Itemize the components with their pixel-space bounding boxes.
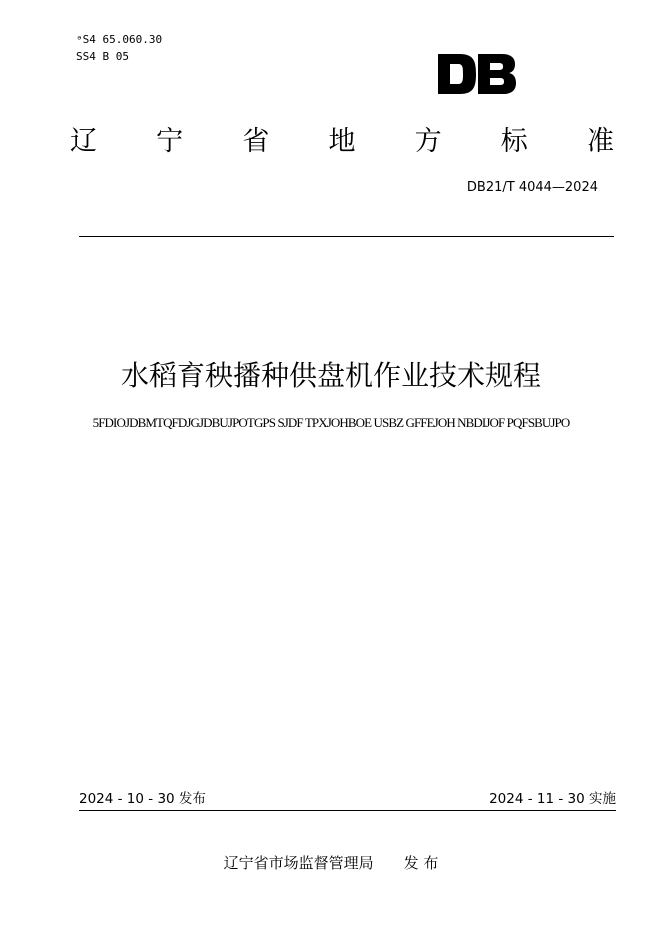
publisher-action: 发 布	[403, 854, 439, 872]
standard-type-char: 宁	[156, 126, 184, 157]
implementation-date: 2024 - 11 - 30 实施	[489, 791, 616, 807]
publisher-name: 辽宁省市场监督管理局	[223, 854, 374, 872]
standard-type-char: 省	[242, 126, 270, 157]
standard-type-heading	[70, 124, 614, 160]
standard-type-char: 标	[500, 126, 528, 157]
ccs-code: SS4 B 05	[76, 50, 129, 63]
standard-type-char: 辽	[70, 126, 97, 157]
publisher-line	[0, 853, 662, 873]
standard-type-char: 地	[328, 126, 356, 157]
standard-type-char: 准	[586, 126, 614, 157]
document-title-chinese: 水稻育秧播种供盘机作业技术规程	[120, 359, 541, 392]
standard-type-char: 方	[414, 126, 442, 157]
document-title-english: 5FDIOJDBMTQFDJGJDBUJPOTGPS SJDF TPXJOHBOE USBZ GFFEJOH NBDIJOF PQFSBUJPO	[92, 415, 570, 430]
issue-date: 2024 - 10 - 30 发布	[79, 791, 206, 807]
db-logo	[436, 52, 518, 96]
footer-divider	[79, 810, 616, 811]
ics-code: ᵊS4 65.060.30	[76, 33, 163, 46]
header-divider	[79, 236, 614, 237]
standard-number: DB21/T 4044—2024	[466, 180, 598, 195]
